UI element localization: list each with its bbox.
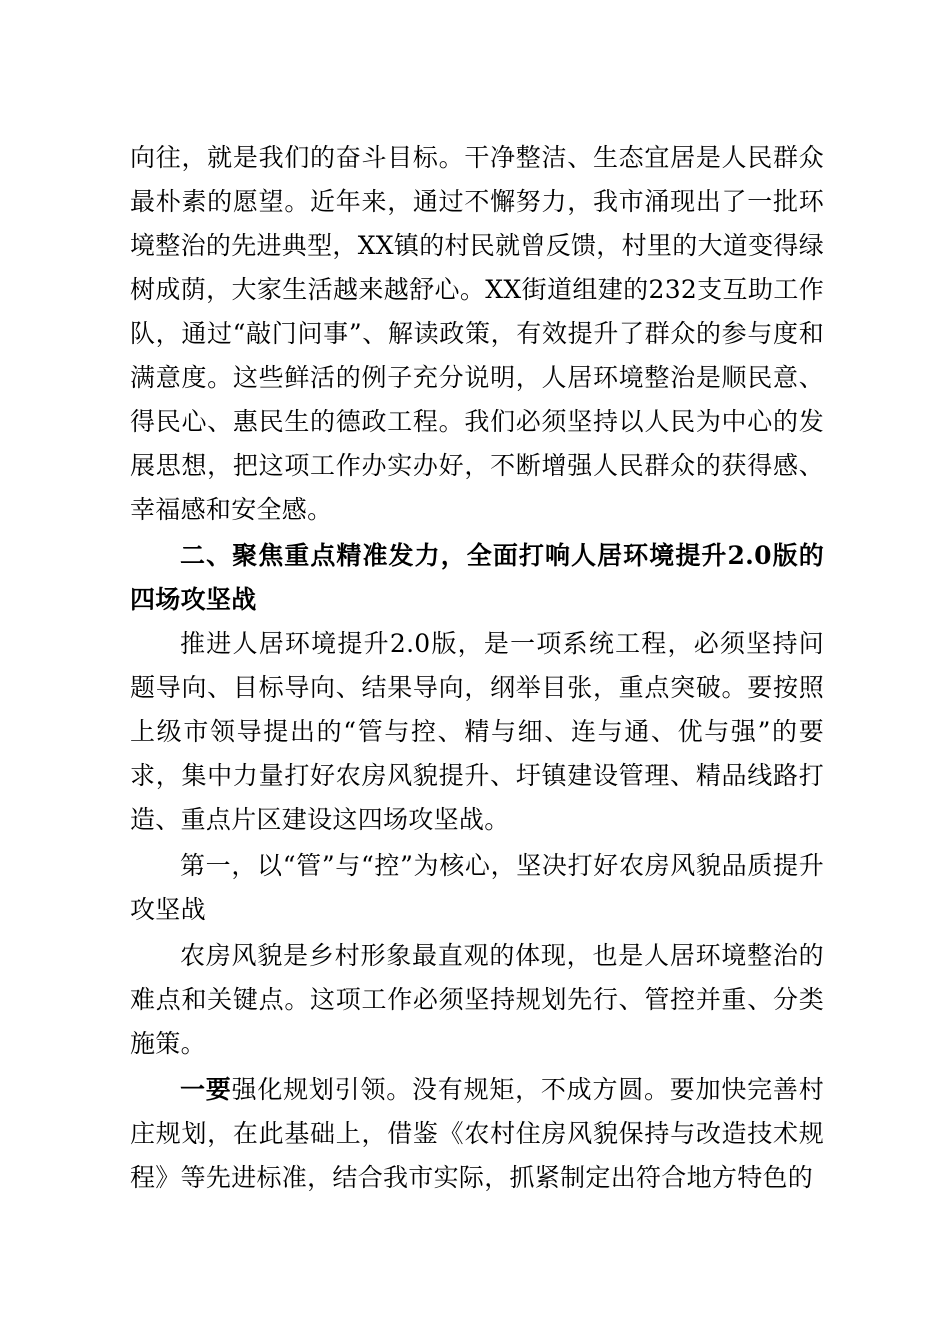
paragraph-planning-text: 强化规划引领。没有规矩，不成方圆。要加快完善村庄规划，在此基础上，借鉴《农村住房风貌保持与改造技术规程》等先进标准，结合我市实际，抓紧制定出符合地方特色的 — [130, 1075, 824, 1192]
paragraph-section-two-intro: 推进人居环境提升2.0版，是一项系统工程，必须坚持问题导向、目标导向、结果导向，纲举目张，重点突破。要按照上级市领导提出的“管与控、精与细、连与通、优与强”的要求，集中力量打好农房风貌提升、圩镇建设管理、精品线路打造、重点片区建设这四场攻坚战。 — [130, 629, 824, 834]
lead-phrase: 一要 — [180, 1075, 232, 1104]
paragraph-planning-guidance — [130, 1068, 824, 1200]
paragraph-housing-appearance: 农房风貌是乡村形象最直观的体现，也是人居环境整治的难点和关键点。这项工作必须坚持规划先行、管控并重、分类施策。 — [130, 941, 824, 1058]
paragraph-intro-continuation: 向往，就是我们的奋斗目标。干净整洁、生态宜居是人民群众最朴素的愿望。近年来，通过不懈努力，我市涌现出了一批环境整治的先进典型，XX镇的村民就曾反馈，村里的大道变得绿树成荫，大家生活越来越舒心。XX街道组建的232支互助工作队，通过“敲门问事”、解读政策，有效提升了群众的参与度和满意度。这些鲜活的例子充分说明，人居环境整治是顺民意、得民心、惠民生的德政工程。我们必须坚持以人民为中心的发展思想，把这项工作办实办好，不断增强人民群众的获得感、幸福感和安全感。 — [130, 143, 824, 524]
document-body — [130, 136, 824, 1200]
subheading-first: 第一，以“管”与“控”为核心，坚决打好农房风貌品质提升攻坚战 — [130, 851, 824, 924]
section-heading-two: 二、聚焦重点精准发力，全面打响人居环境提升2.0版的四场攻坚战 — [130, 541, 824, 614]
